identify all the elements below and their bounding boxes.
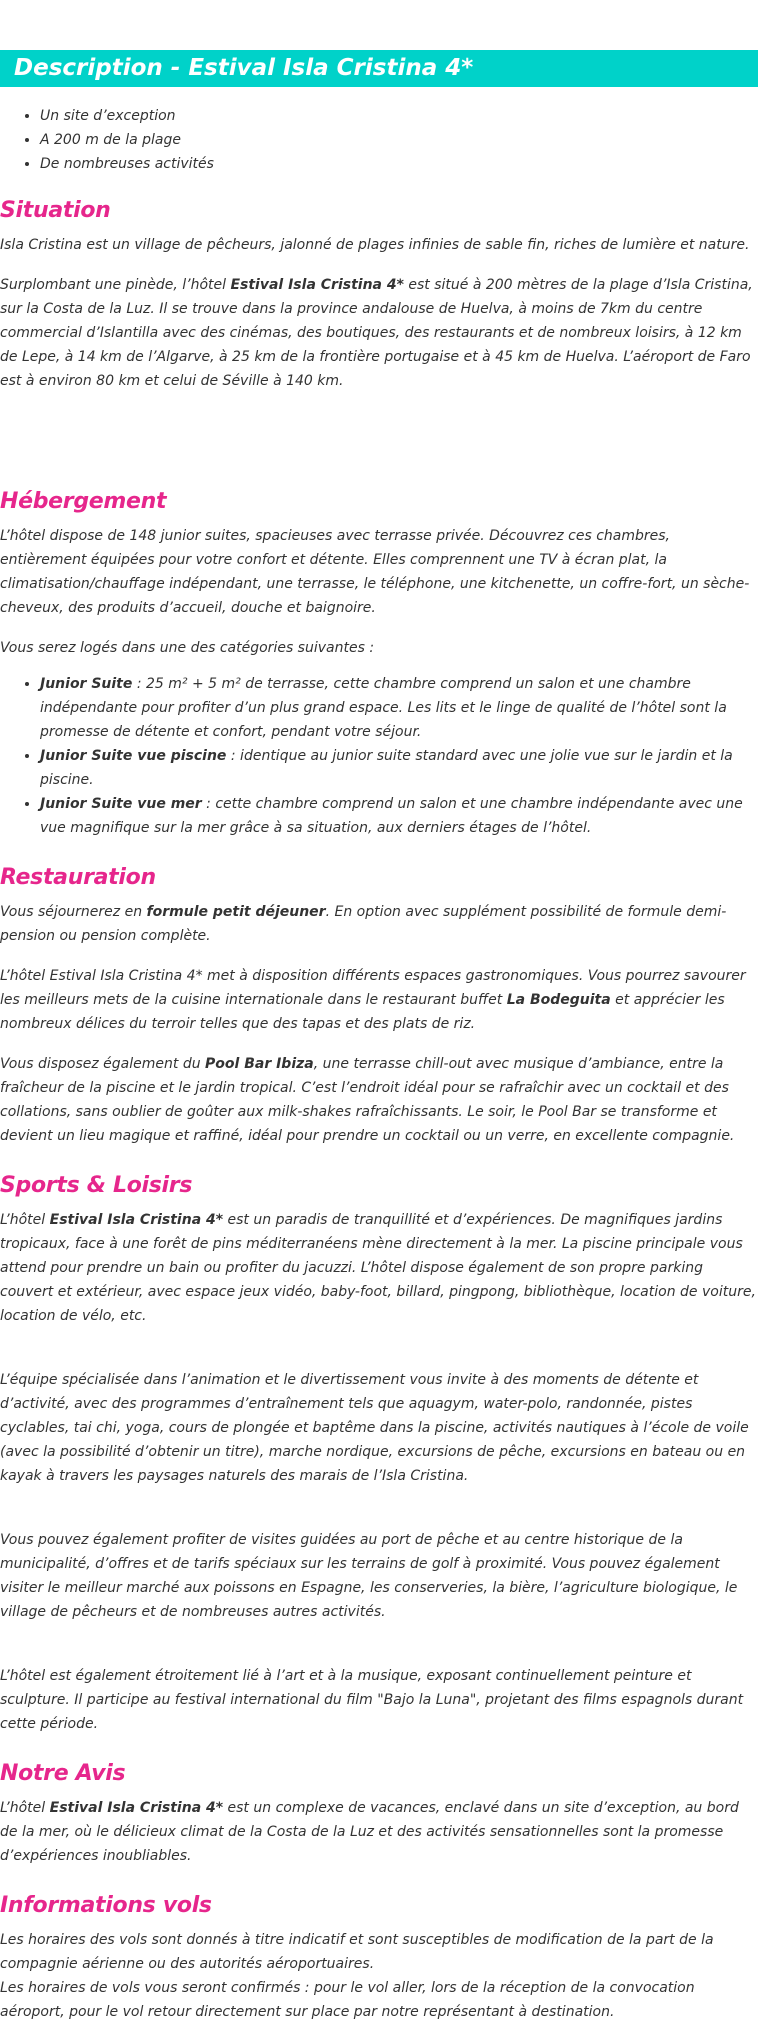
avis-heading: Notre Avis bbox=[0, 1761, 126, 1786]
list-item: • Junior Suite vue mer : cette chambre comprend un salon et une chambre indépendante avec une vue magnifique sur la mer grâce à sa situation, aux derniers étages de l’hôtel. bbox=[40, 792, 758, 840]
hebergement-heading: Hébergement bbox=[0, 489, 167, 514]
list-item: • A 200 m de la plage bbox=[40, 128, 758, 152]
hebergement-paragraph: Vous serez logés dans une des catégories suivantes : bbox=[0, 640, 375, 656]
room-name: Junior Suite bbox=[40, 676, 133, 692]
vols-heading: Informations vols bbox=[0, 1893, 212, 1918]
list-item: • Junior Suite : 25 m² + 5 m² de terrasse, cette chambre comprend un salon et une chambre indépendante pour profiter d’un plus grand espace. Les lits et le linge de qualité de l’hôtel sont la promesse de détente et confort, pendant votre séjour. bbox=[40, 672, 758, 744]
sports-paragraph: L’équipe spécialisée dans l’animation et le divertissement vous invite à des moments de détente et d’activité, avec des programmes d’entraînement tels que aquagym, water-polo, randonnée, pistes cyclables, tai chi, yoga, cours de plongée et baptême dans la piscine, activités nautiques à l’école de voile (avec la possibilité d’obtenir un titre), marche nordique, excursions de pêche, excursions en bateau ou en kayak à travers les paysages naturels des marais de l’Isla Cristina. bbox=[0, 1372, 749, 1484]
situation-paragraph: Isla Cristina est un village de pêcheurs, jalonné de plages infinies de sable fin, riches de lumière et nature. bbox=[0, 237, 750, 253]
vols-paragraph: Les horaires des vols sont donnés à titre indicatif et sont susceptibles de modification de la part de la compagnie aérienne ou des autorités aéroportuaires. Les horaires de vols vous seront confirmés : pour le vol aller, lors de la réception de la convocation aéroport, pour le vol retour directement sur place par notre représentant à destination. bbox=[0, 1932, 714, 2020]
room-name: Junior Suite vue piscine bbox=[40, 748, 227, 764]
hotel-name: Estival Isla Cristina 4* bbox=[230, 277, 404, 293]
list-item: • Junior Suite vue piscine : identique au junior suite standard avec une jolie vue sur le jardin et la piscine. bbox=[40, 744, 758, 792]
restauration-paragraph: L’hôtel Estival Isla Cristina 4* met à disposition différents espaces gastronomiques. Vous pourrez savourer les meilleurs mets de la cuisine internationale dans le restaurant buffet La Bodeguita et apprécier les nombreux délices du terroir telles que des tapas et des plats de riz. bbox=[0, 968, 746, 1032]
hebergement-paragraph: L’hôtel dispose de 148 junior suites, spacieuses avec terrasse privée. Découvrez ces chambres, entièrement équipées pour votre confort et détente. Elles comprennent une TV à écran plat, la climatisation/chauffage indépendant, une terrasse, le téléphone, une kitchenette, un coffre-fort, un sèche-cheveux, des produits d’accueil, douche et baignoire. bbox=[0, 528, 750, 616]
list-item: • Un site d’exception bbox=[40, 104, 758, 128]
hotel-name: Estival Isla Cristina 4* bbox=[49, 1800, 224, 1816]
sports-paragraph: Vous pouvez également profiter de visites guidées au port de pêche et au centre historique de la municipalité, d’offres et de tarifs spéciaux sur les terrains de golf à proximité. Vous pouvez également visiter le meilleur marché aux poissons en Espagne, les conserveries, la bière, l’agriculture biologique, le village de pêcheurs et de nombreuses autres activités. bbox=[0, 1532, 738, 1620]
highlights-list bbox=[0, 104, 758, 176]
hotel-name: Estival Isla Cristina 4* bbox=[49, 1212, 224, 1228]
room-categories-list bbox=[0, 672, 758, 840]
restauration-heading: Restauration bbox=[0, 865, 156, 890]
situation-paragraph: Surplombant une pinède, l’hôtel Estival Isla Cristina 4* est situé à 200 mètres de la plage d’Isla Cristina, sur la Costa de la Luz. Il se trouve dans la province andalouse de Huelva, à moins de 7km du centre commercial d’Islantilla avec des cinémas, des boutiques, des restaurants et de nombreux loisirs, à 12 km de Lepe, à 14 km de l’Algarve, à 25 km de la frontière portugaise et à 45 km de Huelva. L’aéroport de Faro est à environ 80 km et celui de Séville à 140 km. bbox=[0, 277, 753, 389]
sports-heading: Sports & Loisirs bbox=[0, 1173, 193, 1198]
room-name: Junior Suite vue mer bbox=[40, 796, 202, 812]
banner-title: Description - Estival Isla Cristina 4* bbox=[14, 55, 474, 81]
list-item: • De nombreuses activités bbox=[40, 152, 758, 176]
sports-paragraph: L’hôtel est également étroitement lié à l’art et à la musique, exposant continuellement peinture et sculpture. Il participe au festival international du film "Bajo la Luna", projetant des films espagnols durant cette période. bbox=[0, 1668, 744, 1732]
situation-heading: Situation bbox=[0, 198, 111, 223]
avis-paragraph: L’hôtel Estival Isla Cristina 4* est un complexe de vacances, enclavé dans un site d’exception, au bord de la mer, où le délicieux climat de la Costa de la Luz et des activités sensationnelles sont la promesse d’expériences inoubliables. bbox=[0, 1800, 739, 1864]
restauration-paragraph: Vous séjournerez en formule petit déjeuner. En option avec supplément possibilité de formule demi-pension ou pension complète. bbox=[0, 904, 727, 944]
restauration-paragraph: Vous disposez également du Pool Bar Ibiza, une terrasse chill-out avec musique d’ambiance, entre la fraîcheur de la piscine et le jardin tropical. C’est l’endroit idéal pour se rafraîchir avec un cocktail et des collations, sans oublier de goûter aux milk-shakes rafraîchissants. Le soir, le Pool Bar se transforme et devient un lieu magique et raffiné, idéal pour prendre un cocktail ou un verre, en excellente compagnie. bbox=[0, 1056, 735, 1144]
sports-paragraph: L’hôtel Estival Isla Cristina 4* est un paradis de tranquillité et d’expériences. De magnifiques jardins tropicaux, face à une forêt de pins méditerranéens mène directement à la mer. La piscine principale vous attend pour prendre un bain ou profiter du jacuzzi. L’hôtel dispose également de son propre parking couvert et extérieur, avec espace jeux vidéo, baby-foot, billard, pingpong, bibliothèque, location de voiture, location de vélo, etc. bbox=[0, 1212, 756, 1324]
description-banner bbox=[0, 50, 758, 87]
